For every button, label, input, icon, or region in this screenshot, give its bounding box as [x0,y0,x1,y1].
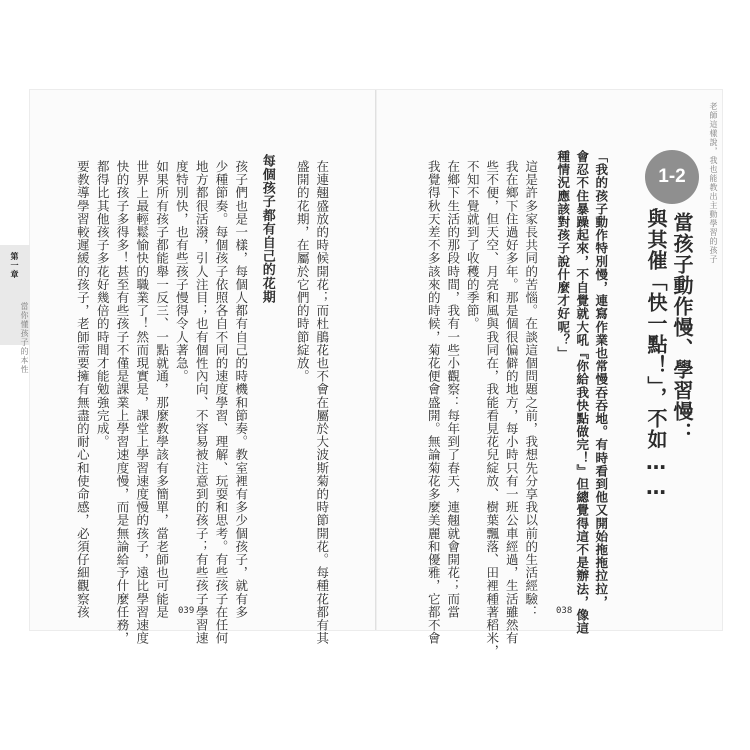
right-page-number: 038 [556,606,573,616]
body-line: 快的孩子多得多！甚至有些孩子不僅是課業上學習速度慢，而是無論給予什麼任務， [114,160,130,645]
body-line: 孩子們也是一樣，每個人都有自己的時機和節奏。教室裡有多少個孩子，就有多 [233,160,249,619]
intro-line: 種情況應該對孩子說什麼才好呢？」 [555,150,571,360]
section-number-badge: 1-2 [645,150,699,204]
body-line: 如果所有孩子都能舉一反三、一點就通，那麼教學該有多簡單，當老師也可能是 [154,160,170,619]
intro-line: 「我的孩子動作特別慢，連寫作業也常慢吞吞地。有時看到他又開始拖拖拉拉， [593,150,609,609]
left-page-number: 039 [178,606,195,616]
body-line: 我在鄉下住過好多年。那是個很偏僻的地方，每小時只有一班公車經過，生活雖然有 [504,160,520,645]
chapter-label: 第一章 [10,252,19,279]
body-line: 都得比其他孩子多花好幾倍的時間才能勉強完成。 [95,160,111,449]
body-line: 在連翹盛放的時候開花；而杜鵑花也不會在屬於大波斯菊的時節開花。每種花都有其 [314,160,330,645]
left-running-head: 當你懂孩子的本性 [20,302,29,374]
body-line: 少種節奏。每個孩子依照各自不同的速度學習、理解、玩耍和思考。有些孩子在任何 [213,160,229,645]
body-line: 世界上最輕鬆愉快的職業了！然而現實是，課堂上學習速度慢的孩子，遠比學習速度 [134,160,150,645]
body-line: 在鄉下生活的那段時間，我有一些小觀察：每年到了春天，連翹就會開花；而當 [445,160,461,619]
body-line: 不知不覺就到了收穫的季節。 [465,160,481,331]
book-gutter [375,90,377,630]
body-line: 我覺得秋天差不多該來的時候，菊花便會盛開。無論菊花多麼美麗和優雅，它都不會 [426,160,442,645]
section-title-line2: 與其催「快一點！」，不如…… [644,208,668,500]
body-line: 這是許多家長共同的苦惱。在談這個問題之前，我想先分享我以前的生活經驗： [523,160,539,619]
subheading: 每個孩子都有自己的花期 [259,154,275,304]
section-title-line1: 當孩子動作慢、學習慢： [670,212,694,443]
body-line: 盛開的花期，在屬於它們的時節綻放。 [295,160,311,383]
body-line: 度特別快，也有些孩子慢得令人著急。 [174,160,190,383]
body-line: 地方都很活潑，引人注目；也有個性內向、不容易被注意到的孩子；有些孩子學習速 [194,160,210,645]
body-line: 些不便，但天空、月亮和風與我同在，我能看見花兒綻放、樹葉飄落、田裡種著稻米， [484,160,500,658]
body-line: 要教導學習較遲緩的孩子，老師需要擁有無盡的耐心和使命感，必須仔細觀察孩 [75,160,91,619]
right-running-head: 老師這樣說，我也能教出主動學習的孩子 [709,102,718,264]
intro-line: 會忍不住暴躁起來，不自覺就大吼『你給我快點做完！』但總覺得這不是辦法，像這 [574,150,590,635]
